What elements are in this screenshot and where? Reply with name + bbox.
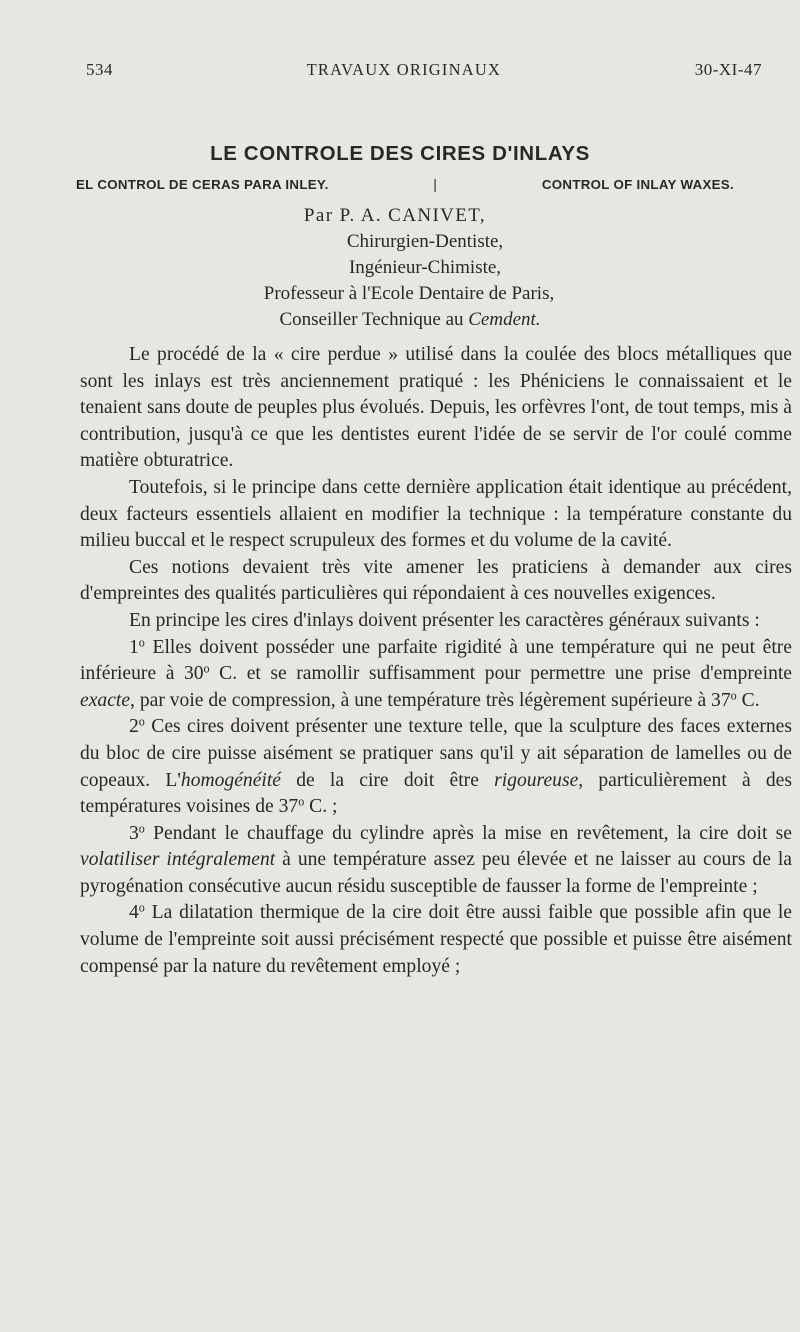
item-text: , par voie de compression, à une température très légèrement supérieure à 37	[130, 689, 731, 711]
item-text: , particulièrement à des températures voisines de 37	[80, 769, 792, 818]
paragraph: En principe les cires d'inlays doivent présenter les caractères généraux suivants :	[129, 609, 760, 631]
item-text: La dilatation thermique de la cire doit être aussi faible que possible afin que le volume de l'empreinte soit aussi précisément respecté que possible et puisse être aisément compensé par la nature du revêtement employé ;	[80, 902, 792, 977]
item-text: de la cire doit être	[281, 769, 495, 791]
running-head	[86, 60, 762, 80]
degree-mark: o	[138, 821, 145, 836]
item-number: 2	[129, 716, 139, 738]
item-text: à une température assez peu élevée et ne laisser au cours de la pyrogénation consécutive aucun résidu susceptible de fausser la forme de l'empreinte ;	[80, 849, 792, 897]
company-name: Cemdent.	[468, 309, 541, 330]
degree-mark: o	[730, 688, 737, 703]
emphasis: homogénéité	[180, 769, 282, 791]
item-text: C.	[736, 689, 760, 711]
item-number: 3	[129, 822, 139, 844]
subtitle-english: CONTROL OF INLAY WAXES.	[541, 177, 734, 192]
item-text: C. et se ramollir suffisamment pour permettre une prise d'empreinte	[209, 663, 793, 685]
item-text: C. ;	[304, 796, 338, 818]
degree-mark: o	[138, 714, 145, 729]
emphasis: rigoureuse	[494, 769, 579, 791]
article-title: LE CONTROLE DES CIRES D'INLAYS	[210, 142, 590, 165]
section-title: TRAVAUX ORIGINAUX	[306, 60, 502, 79]
author-name: Par P. A. CANIVET,	[303, 205, 487, 226]
author-role	[0, 307, 800, 333]
issue-date: 30-XI-47	[694, 60, 762, 79]
list-item	[80, 821, 792, 901]
emphasis: exacte	[80, 689, 131, 711]
byline	[0, 203, 800, 333]
item-text: Elles doivent posséder une parfaite rigidité à une température qui ne peut être inférieure à 30	[80, 636, 792, 685]
article-subtitles	[76, 176, 734, 192]
author-role: Professeur à l'Ecole Dentaire de Paris,	[263, 283, 555, 304]
list-item	[80, 714, 792, 820]
author-role: Ingénieur-Chimiste,	[348, 257, 502, 278]
author-role: Chirurgien-Dentiste,	[346, 231, 504, 252]
degree-mark: o	[138, 634, 145, 649]
paragraph: Ces notions devaient très vite amener les praticiens à demander aux cires d'empreintes des qualités particulières qui répondaient à ces nouvelles exigences.	[80, 556, 792, 605]
paragraph: Le procédé de la « cire perdue » utilisé dans la coulée des blocs métalliques que sont les inlays est très anciennement pratiqué : les Phéniciens le connaissaient et le tenaient sans doute de peuples plus évolués. Depuis, les orfèvres l'ont, de tout temps, mis à contribution, jusqu'à ce que les dentistes eurent l'idée de se servir de l'or coulé comme matière obturatrice.	[80, 344, 792, 472]
item-text: Ces cires doivent présenter une texture telle, que la sculpture des faces externes du bloc de cire puisse aisément se pratiquer sans qu'il y ait séparation de lamelles ou de copeaux. L'	[80, 716, 792, 791]
emphasis: volatiliser intégralement	[80, 849, 276, 871]
item-number: 1	[129, 636, 139, 658]
page-number: 534	[86, 60, 113, 79]
degree-mark: o	[298, 794, 305, 809]
paragraph: Toutefois, si le principe dans cette dernière application était identique au précédent, deux facteurs essentiels allaient en modifier la technique : la température constante du milieu buccal et le respect scrupuleux des formes et du volume de la cavité.	[80, 476, 792, 552]
subtitle-separator: |	[433, 176, 438, 192]
degree-mark: o	[138, 900, 145, 915]
item-text: Pendant le chauffage du cylindre après la mise en revêtement, la cire doit se	[144, 822, 792, 844]
author-role-prefix: Conseiller Technique au	[279, 309, 469, 330]
degree-mark: o	[203, 661, 210, 676]
article-body	[80, 342, 792, 980]
subtitle-spanish: EL CONTROL DE CERAS PARA INLEY.	[76, 177, 329, 192]
item-number: 4	[129, 902, 139, 924]
list-item	[80, 635, 792, 715]
list-item	[80, 900, 792, 980]
